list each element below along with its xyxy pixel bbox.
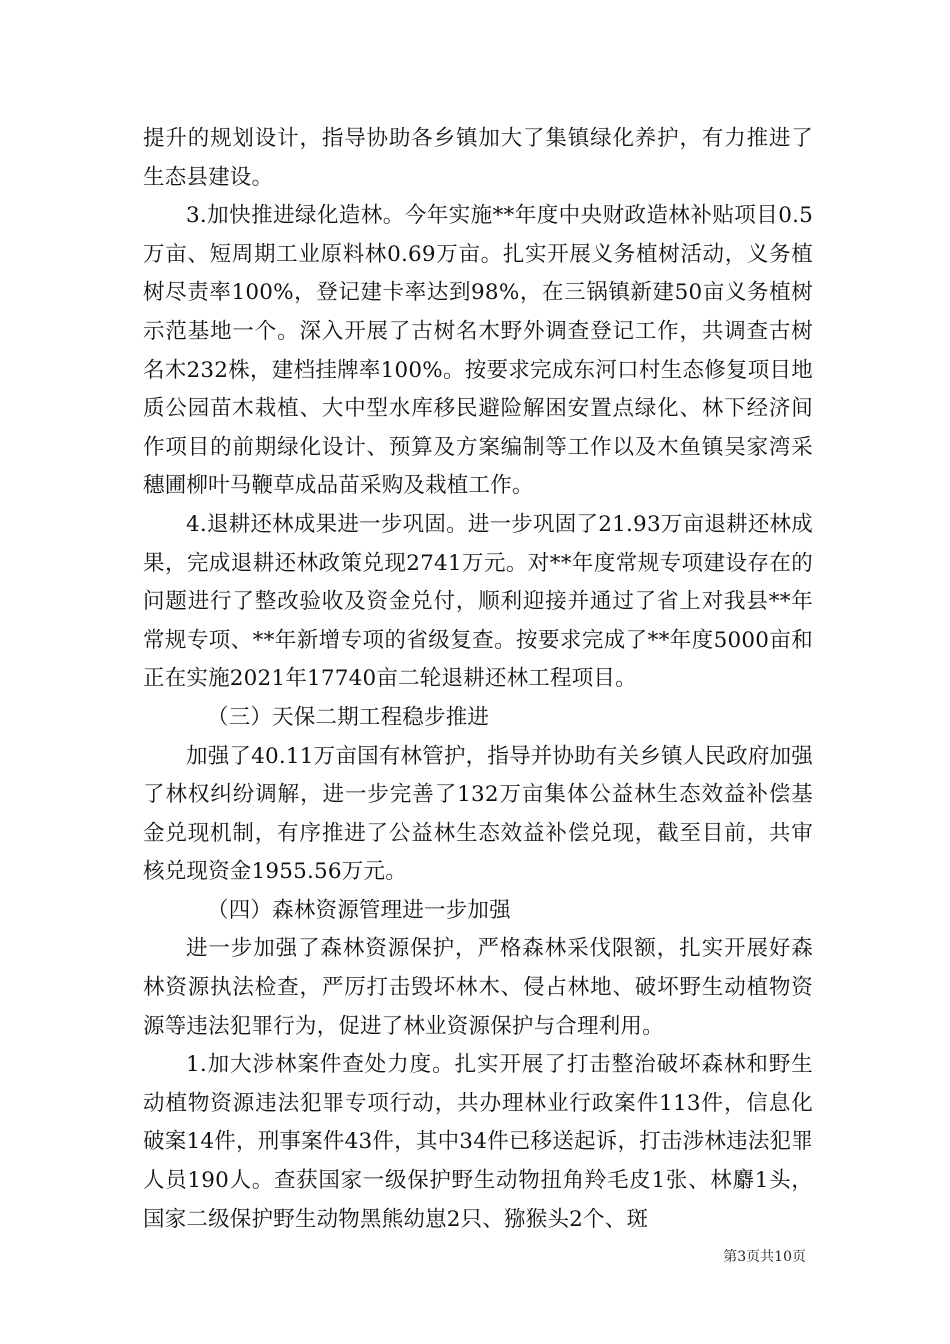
paragraph-afforestation: 3.加快推进绿化造林。今年实施**年度中央财政造林补贴项目0.5万亩、短周期工业原料林0.69万亩。扎实开展义务植树活动，义务植树尽责率100%，登记建卡率达到98%，在三锅镇新建50亩义务植树示范基地一个。深入开展了古树名木野外调查登记工作，共调查古树名木232株，建档挂牌率100%。按要求完成东河口村生态修复项目地质公园苗木栽植、大中型水库移民避险解困安置点绿化、林下经济间作项目的前期绿化设计、预算及方案编制等工作以及木鱼镇吴家湾采穗圃柳叶马鞭草成品苗采购及栽植工作。: [143, 203, 813, 499]
section-heading-3: （三）天保二期工程稳步推进: [207, 704, 490, 730]
section-heading-4: （四）森林资源管理进一步加强: [207, 897, 511, 923]
paragraph-forest-protection: 加强了40.11万亩国有林管护，指导并协助有关乡镇人民政府加强了林权纠纷调解，进一步完善了132万亩集体公益林生态效益补偿基金兑现机制，有序推进了公益林生态效益补偿兑现，截至目前，共审核兑现资金1955.56万元。: [143, 743, 813, 885]
paragraph-resource-management: 进一步加强了森林资源保护，严格森林采伐限额，扎实开展好森林资源执法检查，严厉打击毁坏林木、侵占林地、破坏野生动植物资源等违法犯罪行为，促进了林业资源保护与合理利用。: [143, 936, 813, 1039]
page-number-footer: 第3页共10页: [723, 1249, 806, 1265]
paragraph-greening-continuation: 提升的规划设计，指导协助各乡镇加大了集镇绿化养护，有力推进了生态县建设。: [143, 126, 813, 190]
paragraph-case-handling: 1.加大涉林案件查处力度。扎实开展了打击整治破坏森林和野生动植物资源违法犯罪专项行动，共办理林业行政案件113件，信息化破案14件，刑事案件43件，其中34件已移送起诉，打击涉林违法犯罪人员190人。查获国家一级保护野生动物扭角羚毛皮1张、林麝1头，国家二级保护野生动物黑熊幼崽2只、猕猴头2个、斑: [143, 1052, 813, 1232]
paragraph-returning-farmland: 4.退耕还林成果进一步巩固。进一步巩固了21.93万亩退耕还林成果，完成退耕还林政策兑现2741万元。对**年度常规专项建设存在的问题进行了整改验收及资金兑付，顺利迎接并通过了省上对我县**年常规专项、**年新增专项的省级复查。按要求完成了**年度5000亩和正在实施2021年17740亩二轮退耕还林工程项目。: [143, 511, 813, 692]
document-body: [143, 120, 813, 1239]
